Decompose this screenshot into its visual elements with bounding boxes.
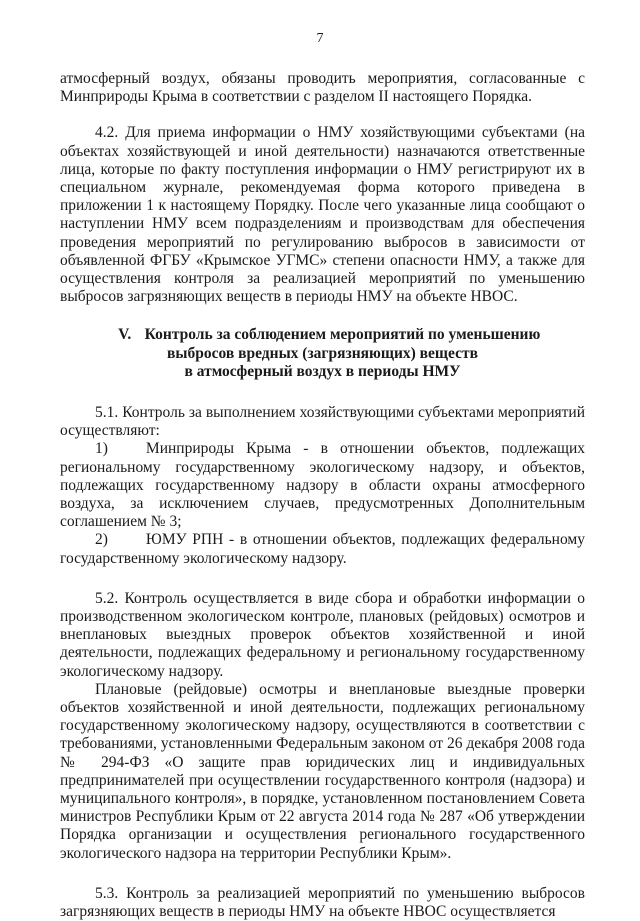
section-number: V.	[118, 326, 132, 344]
section-heading	[60, 326, 585, 382]
paragraph-5-2-continued: Плановые (рейдовые) осмотры и внеплановые выездные проверки объектов хозяйственной и иной деятельности, подлежащих региональному государственному экологическому надзору, осуществляются в соответствии с требованиями, установленными Федеральным законом от 26 декабря 2008 года № 294-ФЗ «О защите прав юридических лиц и индивидуальных предпринимателей при осуществлении государственного контроля (надзора) и муниципального контроля», в порядке, установленном постановлением Совета министров Республики Крым от 22 августа 2014 года № 287 «Об утверждении Порядка организации и осуществления регионального государственного экологического надзора на территории Республики Крым».	[60, 680, 585, 862]
document-body	[60, 70, 585, 921]
paragraph-continuation: атмосферный воздух, обязаны проводить мероприятия, согласованные с Минприроды Крыма в соответствии с разделом II настоящего Порядка.	[60, 70, 585, 106]
list-item	[60, 531, 585, 567]
paragraph-5-1: 5.1. Контроль за выполнением хозяйствующими субъектами мероприятий осуществляют:	[60, 403, 585, 440]
section-title-line-2: выбросов вредных (загрязняющих) веществ	[167, 344, 478, 362]
section-title-line-3: в атмосферный воздух в периоды НМУ	[184, 363, 461, 381]
paragraph-5-2: 5.2. Контроль осуществляется в виде сбора и обработки информации о производственном экологическом контроле, плановых (рейдовых) осмотров и внеплановых выездных проверок объектов хозяйственной и иной деятельности, подлежащих федеральному и региональному государственному экологическому надзору.	[60, 589, 585, 680]
list-item-text: Минприроды Крыма - в отношении объектов, подлежащих региональному государственному экологическому надзору, и объектов, подлежащих государственному надзору в области охраны атмосферного воздуха, за исключением случаев, предусмотренных Дополнительным соглашением № 3;	[60, 440, 585, 531]
list-item-marker: 2)	[95, 531, 108, 549]
paragraph-4-2: 4.2. Для приема информации о НМУ хозяйствующими субъектами (на объектах хозяйствующей и иной деятельности) назначаются ответственные лица, которые по факту поступления информации о НМУ регистрируют их в специальном журнале, рекомендуемая форма которого приведена в приложении 1 к настоящему Порядку. После чего указанные лица сообщают о наступлении НМУ всем подразделениям и производствам для обеспечения проведения мероприятий по регулированию выбросов в зависимости от объявленной ФГБУ «Крымское УГМС» степени опасности НМУ, а также для осуществления контроля за реализацией мероприятий по уменьшению выбросов загрязняющих веществ в периоды НМУ на объекте НВОС.	[60, 124, 585, 306]
page-number: 7	[316, 31, 324, 46]
list-item	[60, 440, 585, 531]
list-item-marker: 1)	[95, 440, 108, 458]
paragraph-5-3: 5.3. Контроль за реализацией мероприятий по уменьшению выбросов загрязняющих веществ в периоды НМУ на объекте НВОС осуществляется	[60, 884, 585, 921]
section-title-line-1: Контроль за соблюдением мероприятий по уменьшению	[144, 326, 541, 344]
list-item-text: ЮМУ РПН - в отношении объектов, подлежащих федеральному государственному экологическому надзору.	[60, 531, 585, 567]
